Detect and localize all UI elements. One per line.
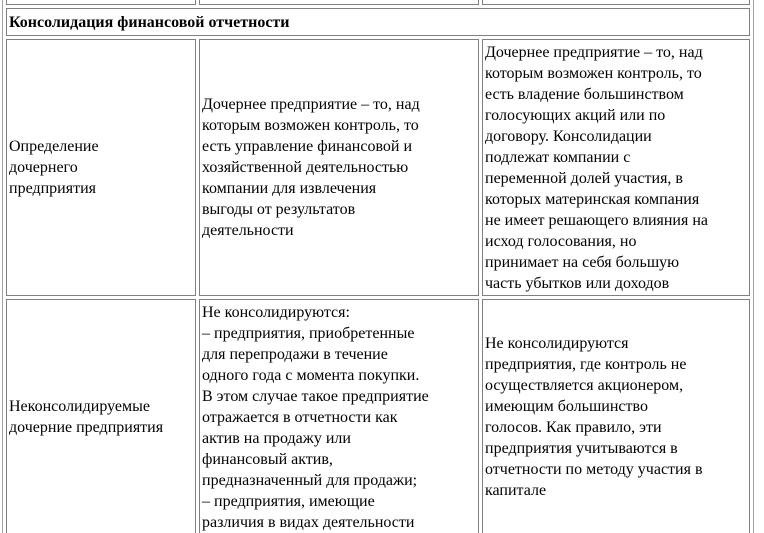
row-term: Неконсолидируемые дочерние предприятия <box>6 299 196 533</box>
comparison-table <box>2 0 754 533</box>
table-cell <box>199 0 479 5</box>
section-header-row <box>6 8 750 36</box>
table-row <box>6 299 750 533</box>
row-col-b: Не консолидируются предприятия, где контроль не осуществляется акционером, имеющим большинство голосов. Как правило, эти предприятия учитываются в отчетности по методу участия в капитале <box>482 299 750 533</box>
table-cell <box>482 0 750 5</box>
table-row <box>6 0 750 5</box>
table-cell <box>6 0 196 5</box>
row-col-a: Дочернее предприятие – то, над которым возможен контроль, то есть управление финансовой и хозяйственной деятельностью компании для извлечения выгоды от результатов деятельности <box>199 39 479 296</box>
row-term: Определение дочернего предприятия <box>6 39 196 296</box>
row-col-a: Не консолидируются: – предприятия, приобретенные для перепродажи в течение одного года с момента покупки. В этом случае такое предприятие отражается в отчетности как актив на продажу или финансовый актив, предназначенный для продажи; – предприятия, имеющие различия в видах деятельности <box>199 299 479 533</box>
row-col-b: Дочернее предприятие – то, над которым возможен контроль, то есть владение большинством голосующих акций или по договору. Консолидации подлежат компании с переменной долей участия, в которых материнская компания не имеет решающего влияния на исход голосования, но принимает на себя большую часть убытков или доходов <box>482 39 750 296</box>
table-row <box>6 39 750 296</box>
section-title: Консолидация финансовой отчетности <box>6 8 750 36</box>
